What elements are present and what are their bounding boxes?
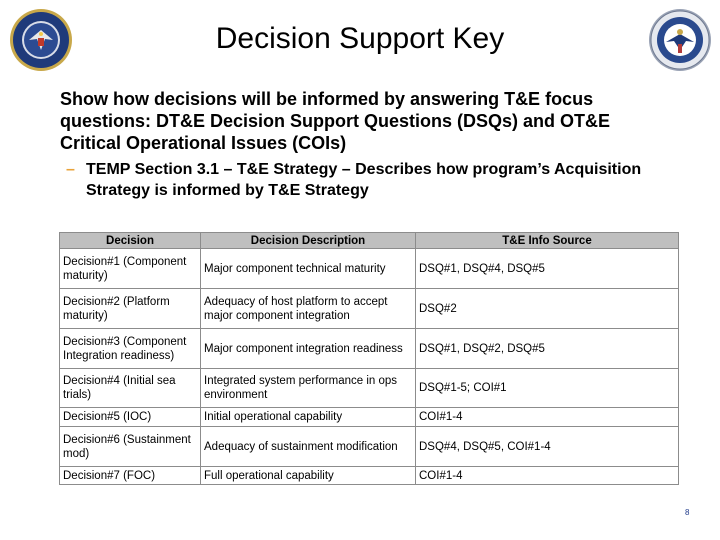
info-source-cell: DSQ#1-5; COI#1 [416,369,679,408]
header-decision: Decision [60,233,201,249]
info-source-cell: DSQ#1, DSQ#2, DSQ#5 [416,329,679,369]
description-cell: Adequacy of host platform to accept major component integration [201,289,416,329]
table-row [60,289,679,329]
info-source-cell: DSQ#1, DSQ#4, DSQ#5 [416,249,679,289]
table-row [60,249,679,289]
info-source-cell: DSQ#4, DSQ#5, COI#1-4 [416,427,679,467]
page-number: 8 [685,508,690,517]
table-row [60,329,679,369]
decision-cell: Decision#7 (FOC) [60,467,201,485]
description-cell: Initial operational capability [201,408,416,427]
decision-support-table [59,232,679,485]
description-cell: Major component integration readiness [201,329,416,369]
decision-cell: Decision#4 (Initial sea trials) [60,369,201,408]
table-row [60,427,679,467]
info-source-cell: DSQ#2 [416,289,679,329]
main-bullet-text: Show how decisions will be informed by answering T&E focus questions: DT&E Decision Support Questions (DSQs) and OT&E Critical Operational Issues (COIs) [60,89,611,153]
header-te-info-source: T&E Info Source [416,233,679,249]
sub-bullet-dash: – [66,161,75,178]
header-decision-description: Decision Description [201,233,416,249]
description-cell: Major component technical maturity [201,249,416,289]
sub-bullet [66,159,686,201]
table-row [60,369,679,408]
description-cell: Full operational capability [201,467,416,485]
description-cell: Integrated system performance in ops environment [201,369,416,408]
decision-cell: Decision#1 (Component maturity) [60,249,201,289]
table-header-row [60,233,679,249]
page-title: Decision Support Key [215,22,505,55]
info-source-cell: COI#1-4 [416,467,679,485]
description-cell: Adequacy of sustainment modification [201,427,416,467]
decision-cell: Decision#2 (Platform maturity) [60,289,201,329]
info-source-cell: COI#1-4 [416,408,679,427]
table-row [60,408,679,427]
sub-bullet-text: TEMP Section 3.1 – T&E Strategy – Describes how program’s Acquisition Strategy is informed by T&E Strategy [86,161,642,199]
table-row [60,467,679,485]
decision-cell: Decision#5 (IOC) [60,408,201,427]
decision-cell: Decision#3 (Component Integration readiness) [60,329,201,369]
decision-cell: Decision#6 (Sustainment mod) [60,427,201,467]
